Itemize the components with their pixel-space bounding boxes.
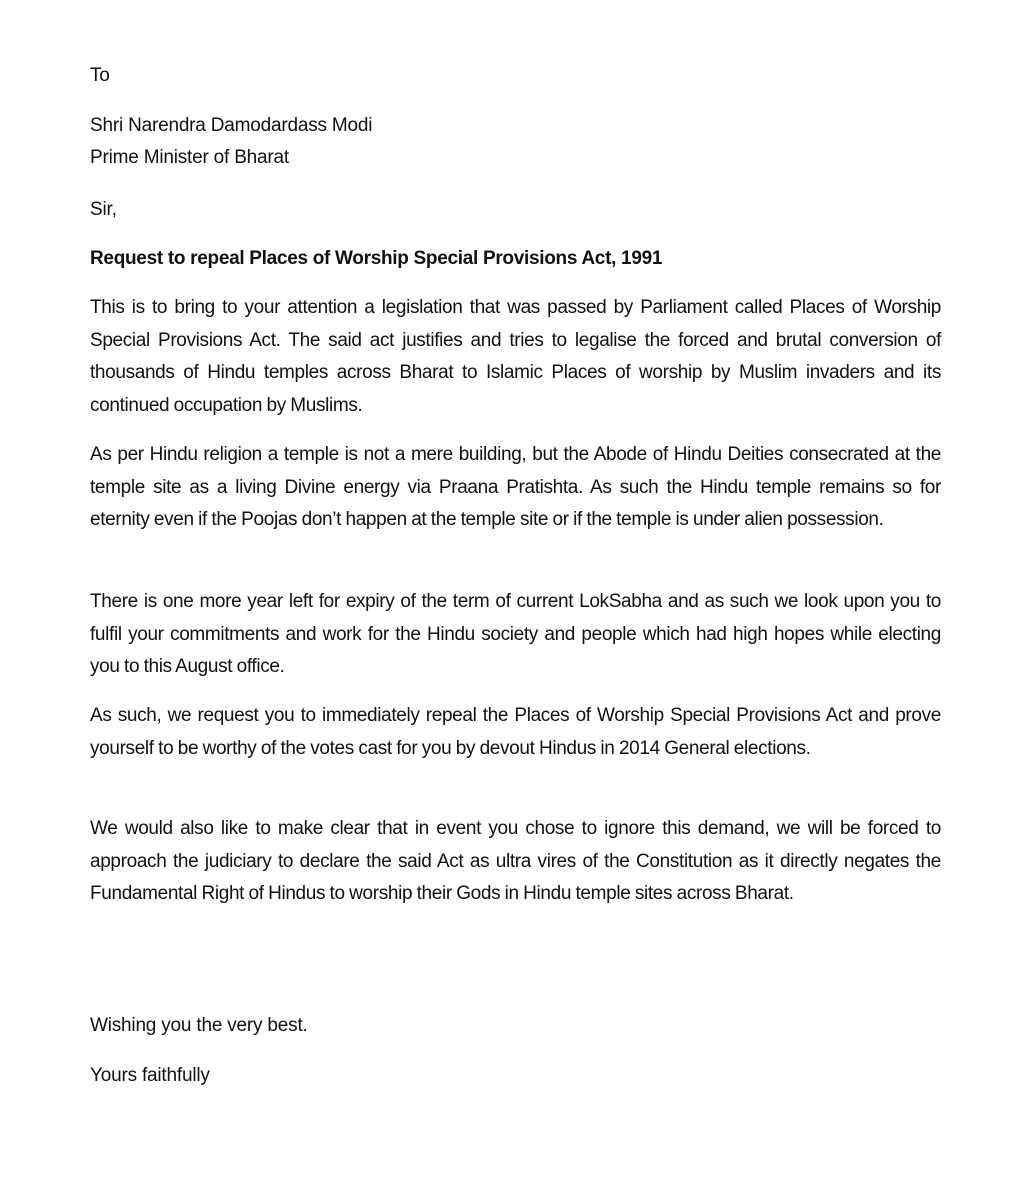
closing-wish: Wishing you the very best.	[90, 1015, 308, 1036]
signoff: Yours faithfully	[90, 1065, 210, 1086]
greeting: Sir,	[90, 199, 117, 220]
recipient-title: Prime Minister of Bharat	[90, 147, 289, 168]
salutation-to: To	[90, 65, 110, 86]
recipient-name: Shri Narendra Damodardass Modi	[90, 115, 373, 136]
paragraph-3: There is one more year left for expiry of the term of current LokSabha and as such we look upon you to fulfil your commitments and work for the Hindu society and people which had high hopes while electing you to this August office.	[90, 591, 941, 677]
paragraph-4: As such, we request you to immediately repeal the Places of Worship Special Provisions Act and prove yourself to be worthy of the votes cast for you by devout Hindus in 2014 General elections.	[90, 705, 941, 759]
paragraph-1: This is to bring to your attention a legislation that was passed by Parliament called Places of Worship Special Provisions Act. The said act justifies and tries to legalise the forced and brutal conversion of thousands of Hindu temples across Bharat to Islamic Places of worship by Muslim invaders and its continued occupation by Muslims.	[90, 297, 941, 416]
paragraph-5: We would also like to make clear that in event you chose to ignore this demand, we will be forced to approach the judiciary to declare the said Act as ultra vires of the Constitution as it directly negates the Fundamental Right of Hindus to worship their Gods in Hindu temple sites across Bharat.	[90, 818, 941, 904]
paragraph-2: As per Hindu religion a temple is not a mere building, but the Abode of Hindu Deities consecrated at the temple site as a living Divine energy via Praana Pratishta. As such the Hindu temple remains so for eternity even if the Poojas don’t happen at the temple site or if the temple is under alien possession.	[90, 444, 941, 530]
letter-subject: Request to repeal Places of Worship Special Provisions Act, 1991	[90, 248, 663, 269]
